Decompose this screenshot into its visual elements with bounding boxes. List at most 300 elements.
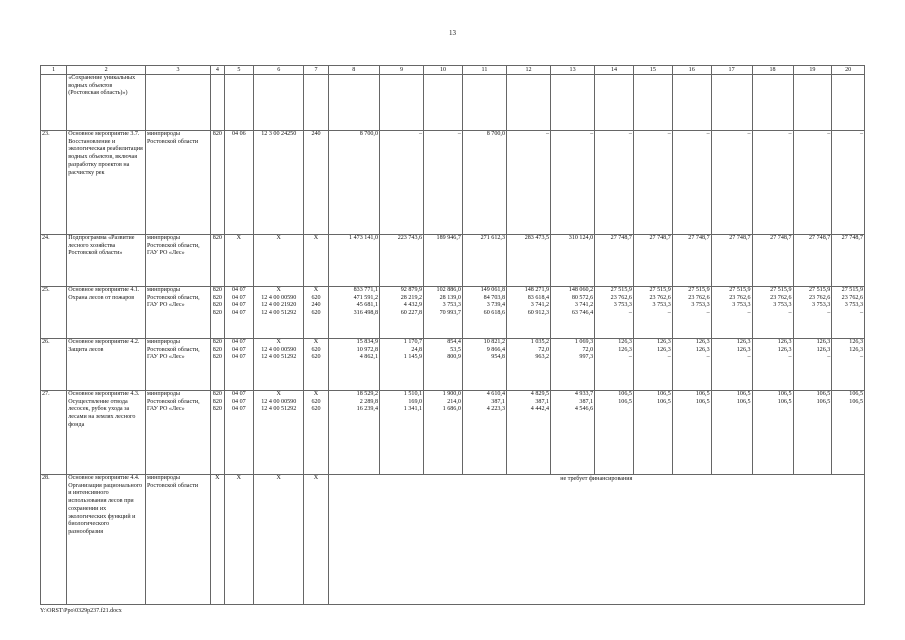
value: – xyxy=(747,310,751,317)
value: 1 069,3 xyxy=(574,339,594,345)
column-number-8: 8 xyxy=(328,66,379,75)
financing-note: не требует финансирования xyxy=(328,475,864,605)
value: 106,5 xyxy=(849,398,863,405)
y2020 xyxy=(424,391,463,475)
y2023 xyxy=(551,287,595,339)
value: 820 xyxy=(212,391,222,397)
y2026 xyxy=(672,131,711,235)
row-number: 27. xyxy=(41,391,67,475)
value: 27 748,7 xyxy=(809,235,831,241)
value: 106,5 xyxy=(736,398,751,405)
value xyxy=(674,406,710,414)
section xyxy=(224,287,253,339)
value: 820 xyxy=(212,287,222,293)
value: 3 753,3 xyxy=(732,302,751,309)
target-code xyxy=(254,235,304,287)
program-name: «Сохранение уникальных водных объектов (Ростовская область)») xyxy=(67,75,146,131)
value: 4 432,9 xyxy=(403,302,423,309)
value: – xyxy=(628,131,632,137)
y2024 xyxy=(595,131,634,235)
target-code xyxy=(254,131,304,235)
value: 8 700,0 xyxy=(359,131,378,137)
section xyxy=(224,75,253,131)
expense-type xyxy=(304,235,328,287)
y2022 xyxy=(506,391,550,475)
y2024 xyxy=(595,391,634,475)
table-row xyxy=(41,131,865,235)
table-row xyxy=(41,339,865,391)
y2023 xyxy=(551,235,595,287)
value: X xyxy=(313,235,319,241)
y2023 xyxy=(551,131,595,235)
value: 1 686,0 xyxy=(442,406,461,413)
value: – xyxy=(788,310,792,317)
column-number-2: 2 xyxy=(67,66,146,75)
gov-code xyxy=(211,339,225,391)
value: 214,0 xyxy=(447,398,461,405)
value: 1 341,1 xyxy=(403,406,423,413)
value: 28 219,2 xyxy=(400,294,423,301)
y2020 xyxy=(424,339,463,391)
value: 1 510,1 xyxy=(403,391,423,397)
value: 04 07 xyxy=(232,310,246,317)
gov-code xyxy=(211,475,225,605)
column-number-11: 11 xyxy=(462,66,506,75)
column-number-6: 6 xyxy=(254,66,304,75)
value: 16 239,4 xyxy=(356,406,378,413)
program-name: Основное мероприятие 4.3. Осуществление отвода лесосек, рубок ухода за лесами на землях лесного фонда xyxy=(67,391,146,475)
value: X xyxy=(276,339,281,345)
value: 800,9 xyxy=(447,354,461,361)
target-code xyxy=(254,75,304,131)
y2027 xyxy=(711,339,752,391)
value: 3 741,2 xyxy=(574,302,594,309)
value: – xyxy=(827,131,831,137)
value: 310 124,0 xyxy=(568,235,594,241)
section xyxy=(224,391,253,475)
value: 27 515,9 xyxy=(841,287,863,293)
value: – xyxy=(457,131,461,137)
value: 23 762,6 xyxy=(770,294,792,301)
expense-type xyxy=(304,131,328,235)
section xyxy=(224,475,253,605)
y2026 xyxy=(672,235,711,287)
column-number-7: 7 xyxy=(304,66,328,75)
executor: минприроды Ростовской области, ГАУ РО «Лес» xyxy=(145,235,210,287)
value: 387,1 xyxy=(535,398,550,405)
table-row xyxy=(41,75,865,131)
y2029 xyxy=(793,339,832,391)
row-number: 25. xyxy=(41,287,67,339)
value: 3 753,3 xyxy=(812,302,831,309)
value: 620 xyxy=(311,354,321,361)
expense-type xyxy=(304,339,328,391)
y2021 xyxy=(462,131,506,235)
y2027 xyxy=(711,131,752,235)
value: 3 739,4 xyxy=(486,302,505,309)
column-number-19: 19 xyxy=(793,66,832,75)
y2022 xyxy=(506,75,550,131)
gov-code xyxy=(211,235,225,287)
value: 106,5 xyxy=(849,391,863,397)
value: 240 xyxy=(311,302,321,309)
program-name: Подпрограмма «Развитие лесного хозяйства Ростовской области» xyxy=(67,235,146,287)
value: 126,3 xyxy=(849,346,863,353)
value: 12 4 00 51292 xyxy=(261,354,297,361)
value: X xyxy=(276,235,281,241)
value: 12 4 00 51292 xyxy=(261,406,297,413)
value: 854,4 xyxy=(447,339,461,345)
column-number-10: 10 xyxy=(424,66,463,75)
value: 27 515,9 xyxy=(610,287,632,293)
program-name: Основное мероприятие 4.1. Охрана лесов от пожаров xyxy=(67,287,146,339)
value: 620 xyxy=(311,310,321,317)
value: 106,5 xyxy=(657,391,671,397)
value: X xyxy=(313,475,319,481)
value: 106,5 xyxy=(816,391,831,397)
expense-type xyxy=(304,475,328,605)
value: 27 515,9 xyxy=(809,287,831,293)
value: – xyxy=(747,131,751,137)
expense-type xyxy=(304,75,328,131)
value: 83 618,4 xyxy=(527,294,550,301)
value: 126,3 xyxy=(695,346,710,353)
y2030 xyxy=(832,391,865,475)
header-row xyxy=(41,66,865,75)
y2019 xyxy=(380,391,424,475)
value: 23 762,6 xyxy=(688,294,710,301)
y2021 xyxy=(462,339,506,391)
value: 04 07 xyxy=(232,346,246,353)
value: 3 753,3 xyxy=(844,302,863,309)
value: 12 4 00 21920 xyxy=(261,302,297,309)
value xyxy=(635,406,671,414)
column-number-12: 12 xyxy=(506,66,550,75)
value: 4 862,1 xyxy=(359,354,378,361)
value: 102 886,0 xyxy=(436,287,461,293)
value: 4 546,6 xyxy=(574,406,594,413)
value: 04 07 xyxy=(232,354,246,361)
value: X xyxy=(313,391,319,397)
value: 126,3 xyxy=(657,346,671,353)
value: 10 972,8 xyxy=(356,346,378,353)
gov-code xyxy=(211,391,225,475)
column-number-3: 3 xyxy=(145,66,210,75)
y2027 xyxy=(711,391,752,475)
column-number-18: 18 xyxy=(752,66,793,75)
value: 126,3 xyxy=(849,339,863,345)
y2028 xyxy=(752,75,793,131)
value: 4 610,4 xyxy=(486,391,505,397)
table-row xyxy=(41,475,865,605)
value: 149 061,8 xyxy=(480,287,505,293)
total xyxy=(328,235,379,287)
value: X xyxy=(276,475,281,481)
value: 106,5 xyxy=(657,398,671,405)
value: 148 271,9 xyxy=(524,287,550,293)
value: 04 07 xyxy=(232,339,246,345)
value: – xyxy=(628,310,632,317)
y2029 xyxy=(793,75,832,131)
value: 271 612,3 xyxy=(480,235,505,241)
y2023 xyxy=(551,75,595,131)
value: 820 xyxy=(212,302,222,309)
y2024 xyxy=(595,287,634,339)
value: 223 743,6 xyxy=(397,235,423,241)
column-number-1: 1 xyxy=(41,66,67,75)
value xyxy=(833,406,863,414)
value: 23 762,6 xyxy=(841,294,863,301)
value: – xyxy=(667,131,671,137)
y2020 xyxy=(424,131,463,235)
value: – xyxy=(859,131,863,137)
value: 126,3 xyxy=(777,339,792,345)
y2029 xyxy=(793,235,832,287)
y2019 xyxy=(380,75,424,131)
y2027 xyxy=(711,235,752,287)
value: 10 821,2 xyxy=(483,339,505,345)
value: 106,5 xyxy=(695,398,710,405)
y2030 xyxy=(832,235,865,287)
value: 53,5 xyxy=(450,346,461,353)
value: 240 xyxy=(311,131,321,137)
value: 27 748,7 xyxy=(649,235,671,241)
y2030 xyxy=(832,287,865,339)
value: 126,3 xyxy=(618,346,632,353)
value: 126,3 xyxy=(618,339,632,345)
row-number: 24. xyxy=(41,235,67,287)
value: 106,5 xyxy=(618,398,632,405)
value xyxy=(596,406,632,414)
value: – xyxy=(788,354,792,361)
section xyxy=(224,235,253,287)
section xyxy=(224,339,253,391)
y2029 xyxy=(793,287,832,339)
y2026 xyxy=(672,287,711,339)
value: 106,5 xyxy=(695,391,710,397)
column-number-5: 5 xyxy=(224,66,253,75)
value: – xyxy=(827,354,831,361)
value: 316 498,8 xyxy=(353,310,378,317)
target-code xyxy=(254,339,304,391)
expense-type xyxy=(304,287,328,339)
value: 23 762,6 xyxy=(649,294,671,301)
y2028 xyxy=(752,339,793,391)
total xyxy=(328,131,379,235)
value: 70 993,7 xyxy=(439,310,461,317)
y2021 xyxy=(462,391,506,475)
value: 3 753,3 xyxy=(613,302,632,309)
value: X xyxy=(313,339,319,345)
y2021 xyxy=(462,235,506,287)
y2023 xyxy=(551,339,595,391)
y2029 xyxy=(793,391,832,475)
value: 15 834,9 xyxy=(356,339,378,345)
value: 4 442,4 xyxy=(530,406,550,413)
y2030 xyxy=(832,75,865,131)
column-number-13: 13 xyxy=(551,66,595,75)
value: – xyxy=(706,310,710,317)
total xyxy=(328,287,379,339)
value: 620 xyxy=(311,294,321,301)
file-path-footer: Y:\ORST\Ppo\0329p237.f21.docx xyxy=(40,608,122,614)
value: X xyxy=(236,475,242,481)
value: – xyxy=(667,354,671,361)
y2025 xyxy=(633,131,672,235)
y2025 xyxy=(633,391,672,475)
value: 3 753,3 xyxy=(652,302,671,309)
value: 126,3 xyxy=(736,346,751,353)
page-number: 13 xyxy=(449,29,456,37)
value: 24,8 xyxy=(411,346,423,353)
value: 27 515,9 xyxy=(729,287,751,293)
value: 04 07 xyxy=(232,287,246,293)
executor: минприроды Ростовской области, ГАУ РО «Лес» xyxy=(145,287,210,339)
y2029 xyxy=(793,131,832,235)
executor xyxy=(145,75,210,131)
value: 3 753,3 xyxy=(773,302,792,309)
y2024 xyxy=(595,75,634,131)
column-number-16: 16 xyxy=(672,66,711,75)
value: 126,3 xyxy=(736,339,751,345)
row-number: 23. xyxy=(41,131,67,235)
value: – xyxy=(859,354,863,361)
executor: минприроды Ростовской области, ГАУ РО «Лес» xyxy=(145,391,210,475)
expense-type xyxy=(304,391,328,475)
value: 27 748,7 xyxy=(729,235,751,241)
value: 3 753,3 xyxy=(691,302,710,309)
value: 04 07 xyxy=(232,398,246,405)
value: 1 473 141,0 xyxy=(349,235,378,241)
value: 04 07 xyxy=(232,406,246,413)
value: 9 866,4 xyxy=(486,346,505,353)
value: 45 681,1 xyxy=(356,302,378,309)
value: 820 xyxy=(212,294,222,301)
value: 04 07 xyxy=(232,294,246,301)
y2025 xyxy=(633,235,672,287)
row-number: 26. xyxy=(41,339,67,391)
value: 126,3 xyxy=(777,346,792,353)
target-code xyxy=(254,287,304,339)
value: 23 762,6 xyxy=(610,294,632,301)
value: 27 748,7 xyxy=(610,235,632,241)
column-number-17: 17 xyxy=(711,66,752,75)
value: 3 753,3 xyxy=(442,302,461,309)
value: 106,5 xyxy=(777,398,792,405)
value: 04 07 xyxy=(232,302,246,309)
value: 2 289,8 xyxy=(359,398,378,405)
value: 4 829,5 xyxy=(530,391,550,397)
y2028 xyxy=(752,287,793,339)
value: 126,3 xyxy=(657,339,671,345)
y2023 xyxy=(551,391,595,475)
value: 12 4 00 00590 xyxy=(261,398,297,405)
y2021 xyxy=(462,75,506,131)
value: X xyxy=(276,391,281,397)
value: 820 xyxy=(212,131,222,137)
value: – xyxy=(747,354,751,361)
executor: минприроды Ростовской области xyxy=(145,131,210,235)
column-number-15: 15 xyxy=(633,66,672,75)
value: – xyxy=(667,310,671,317)
value: 963,2 xyxy=(535,354,550,361)
value: 18 529,2 xyxy=(356,391,378,397)
value xyxy=(795,406,831,414)
table-row xyxy=(41,235,865,287)
value: 27 748,7 xyxy=(841,235,863,241)
value: 23 762,6 xyxy=(809,294,831,301)
value: 23 762,6 xyxy=(729,294,751,301)
value: X xyxy=(236,235,242,241)
y2025 xyxy=(633,287,672,339)
value: 148 060,2 xyxy=(568,287,594,293)
y2030 xyxy=(832,339,865,391)
value: 820 xyxy=(212,398,222,405)
value: 12 3 00 24250 xyxy=(261,131,297,137)
column-number-14: 14 xyxy=(595,66,634,75)
value: 954,8 xyxy=(491,354,505,361)
value: 04 06 xyxy=(232,131,246,137)
target-code xyxy=(254,475,304,605)
value: 820 xyxy=(212,406,222,413)
value: 04 07 xyxy=(232,391,246,397)
value: 106,5 xyxy=(736,391,751,397)
y2026 xyxy=(672,75,711,131)
value: 27 515,9 xyxy=(688,287,710,293)
value xyxy=(713,406,751,414)
table-row xyxy=(41,287,865,339)
value: 106,5 xyxy=(618,391,632,397)
y2022 xyxy=(506,287,550,339)
value: 27 748,7 xyxy=(770,235,792,241)
y2027 xyxy=(711,75,752,131)
value: 60 618,6 xyxy=(483,310,505,317)
section xyxy=(224,131,253,235)
y2021 xyxy=(462,287,506,339)
row-number xyxy=(41,75,67,131)
value: 106,5 xyxy=(816,398,831,405)
value: 387,1 xyxy=(491,398,505,405)
value: 12 4 00 51292 xyxy=(261,310,297,317)
value: – xyxy=(827,310,831,317)
value: 12 4 00 00590 xyxy=(261,346,297,353)
value: 72,0 xyxy=(538,346,550,353)
y2030 xyxy=(832,131,865,235)
y2020 xyxy=(424,75,463,131)
y2028 xyxy=(752,131,793,235)
value: 820 xyxy=(212,235,222,241)
value: 1 170,7 xyxy=(403,339,423,345)
value: 1 145,9 xyxy=(403,354,423,361)
column-number-4: 4 xyxy=(211,66,225,75)
executor: минприроды Ростовской области, ГАУ РО «Лес» xyxy=(145,339,210,391)
y2026 xyxy=(672,391,711,475)
value: 189 946,7 xyxy=(436,235,461,241)
value: 3 741,2 xyxy=(530,302,550,309)
y2019 xyxy=(380,131,424,235)
gov-code xyxy=(211,131,225,235)
y2024 xyxy=(595,235,634,287)
value: 820 xyxy=(212,354,222,361)
value: – xyxy=(419,131,423,137)
value: 620 xyxy=(311,406,321,413)
y2019 xyxy=(380,339,424,391)
gov-code xyxy=(211,75,225,131)
row-number: 28. xyxy=(41,475,67,605)
value: 27 515,9 xyxy=(770,287,792,293)
value: X xyxy=(215,475,220,481)
value: X xyxy=(313,287,319,293)
